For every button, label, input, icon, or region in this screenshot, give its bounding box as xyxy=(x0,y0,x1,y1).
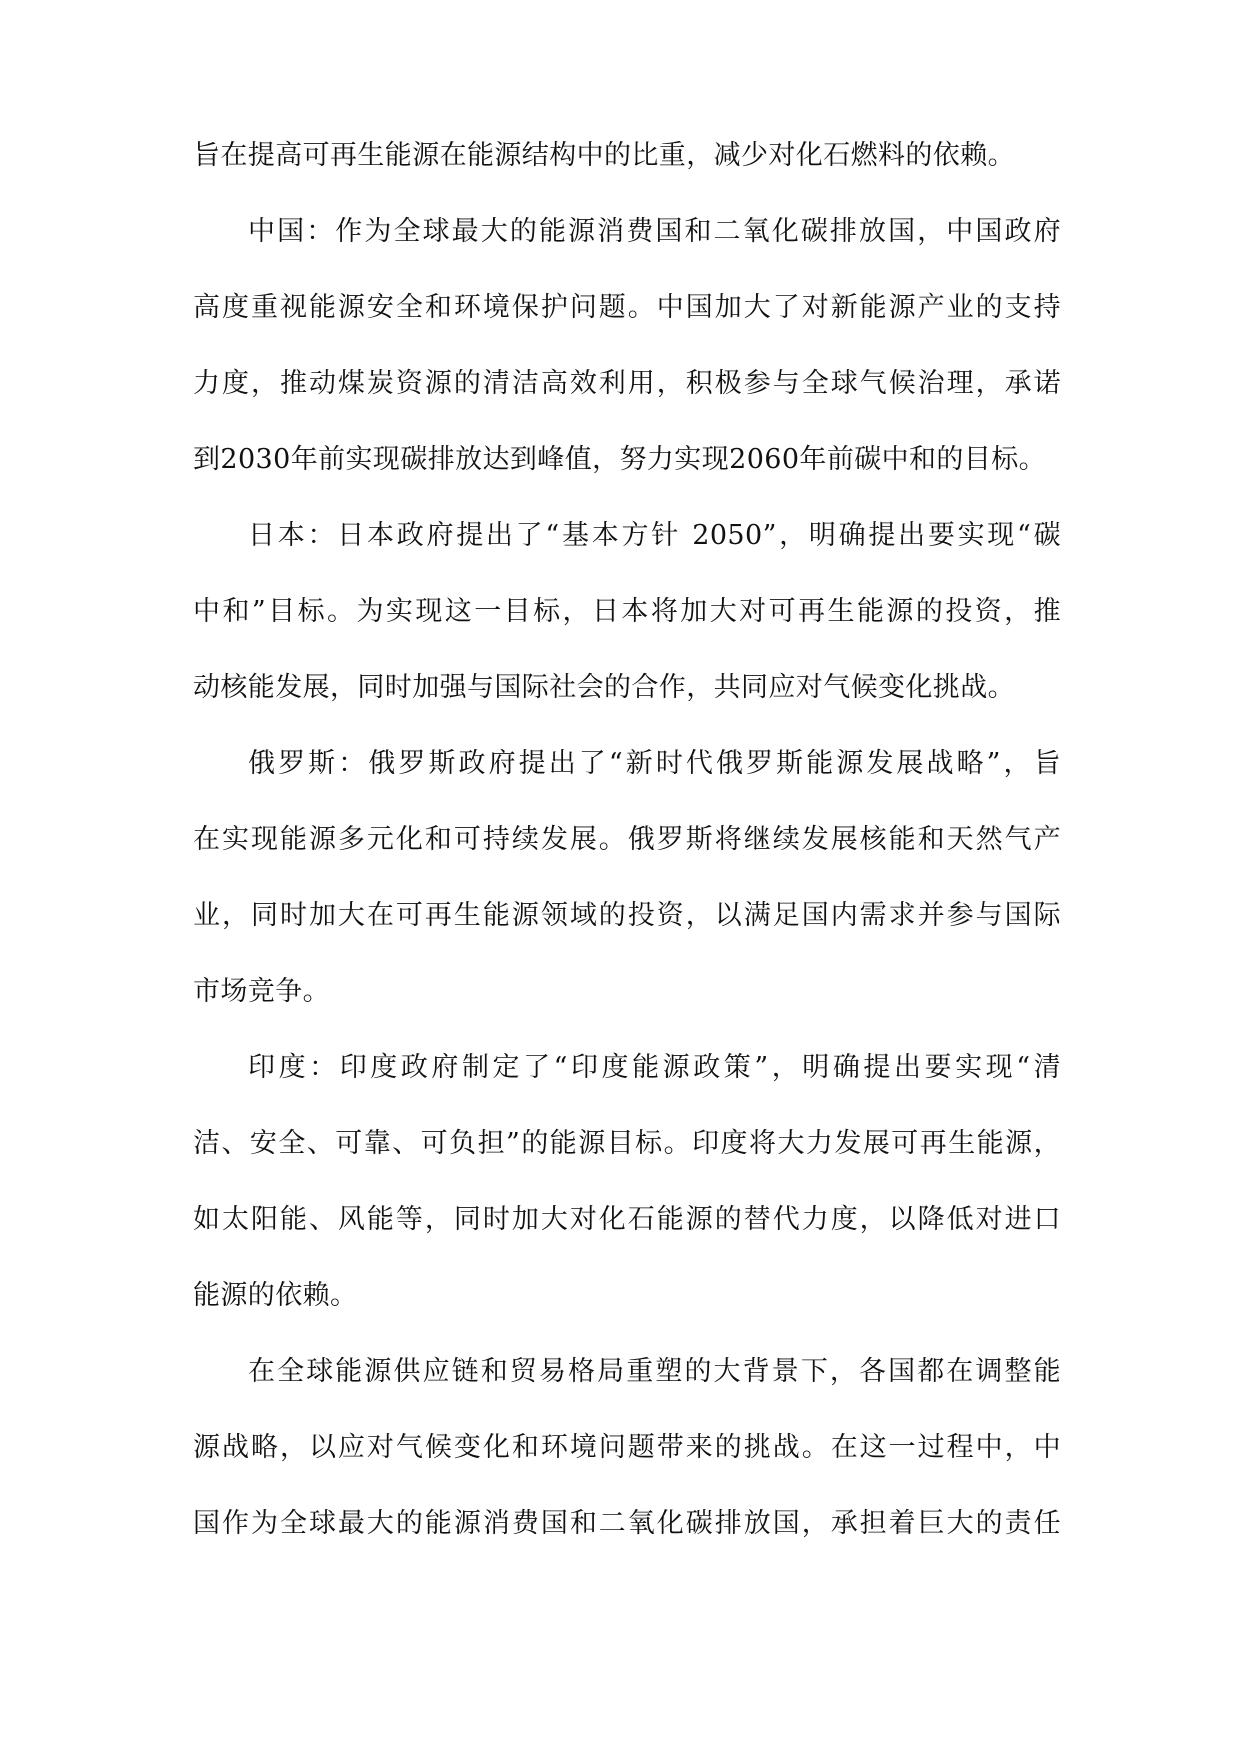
text-line: 如太阳能、风能等，同时加大对化石能源的替代力度，以降低对进口 xyxy=(193,1204,1061,1235)
text-line: 日本：日本政府提出了“基本方针 2050”，明确提出要实现“碳 xyxy=(248,520,1061,551)
text-line: 动核能发展，同时加强与国际社会的合作，共同应对气候变化挑战。 xyxy=(193,672,1015,703)
text-line: 到2030年前实现碳排放达到峰值，努力实现2060年前碳中和的目标。 xyxy=(193,444,1047,475)
text-line: 业，同时加大在可再生能源领域的投资，以满足国内需求并参与国际 xyxy=(193,900,1061,931)
text-line: 源战略，以应对气候变化和环境问题带来的挑战。在这一过程中，中 xyxy=(193,1432,1061,1463)
text-line: 能源的依赖。 xyxy=(193,1280,358,1311)
text-line: 中和”目标。为实现这一目标，日本将加大对可再生能源的投资，推 xyxy=(193,596,1061,627)
text-line: 俄罗斯：俄罗斯政府提出了“新时代俄罗斯能源发展战略”，旨 xyxy=(248,748,1061,779)
text-line: 旨在提高可再生能源在能源结构中的比重，减少对化石燃料的依赖。 xyxy=(193,140,1015,171)
text-line: 高度重视能源安全和环境保护问题。中国加大了对新能源产业的支持 xyxy=(193,292,1061,323)
text-line: 洁、安全、可靠、可负担”的能源目标。印度将大力发展可再生能源， xyxy=(193,1128,1061,1159)
text-line: 在实现能源多元化和可持续发展。俄罗斯将继续发展核能和天然气产 xyxy=(193,824,1061,855)
text-line: 市场竞争。 xyxy=(193,976,330,1007)
text-line: 在全球能源供应链和贸易格局重塑的大背景下，各国都在调整能 xyxy=(248,1356,1061,1387)
text-line: 国作为全球最大的能源消费国和二氧化碳排放国，承担着巨大的责任 xyxy=(193,1508,1061,1539)
text-line: 印度：印度政府制定了“印度能源政策”，明确提出要实现“清 xyxy=(248,1052,1061,1083)
text-line: 力度，推动煤炭资源的清洁高效利用，积极参与全球气候治理，承诺 xyxy=(193,368,1061,399)
text-line: 中国：作为全球最大的能源消费国和二氧化碳排放国，中国政府 xyxy=(248,216,1061,247)
